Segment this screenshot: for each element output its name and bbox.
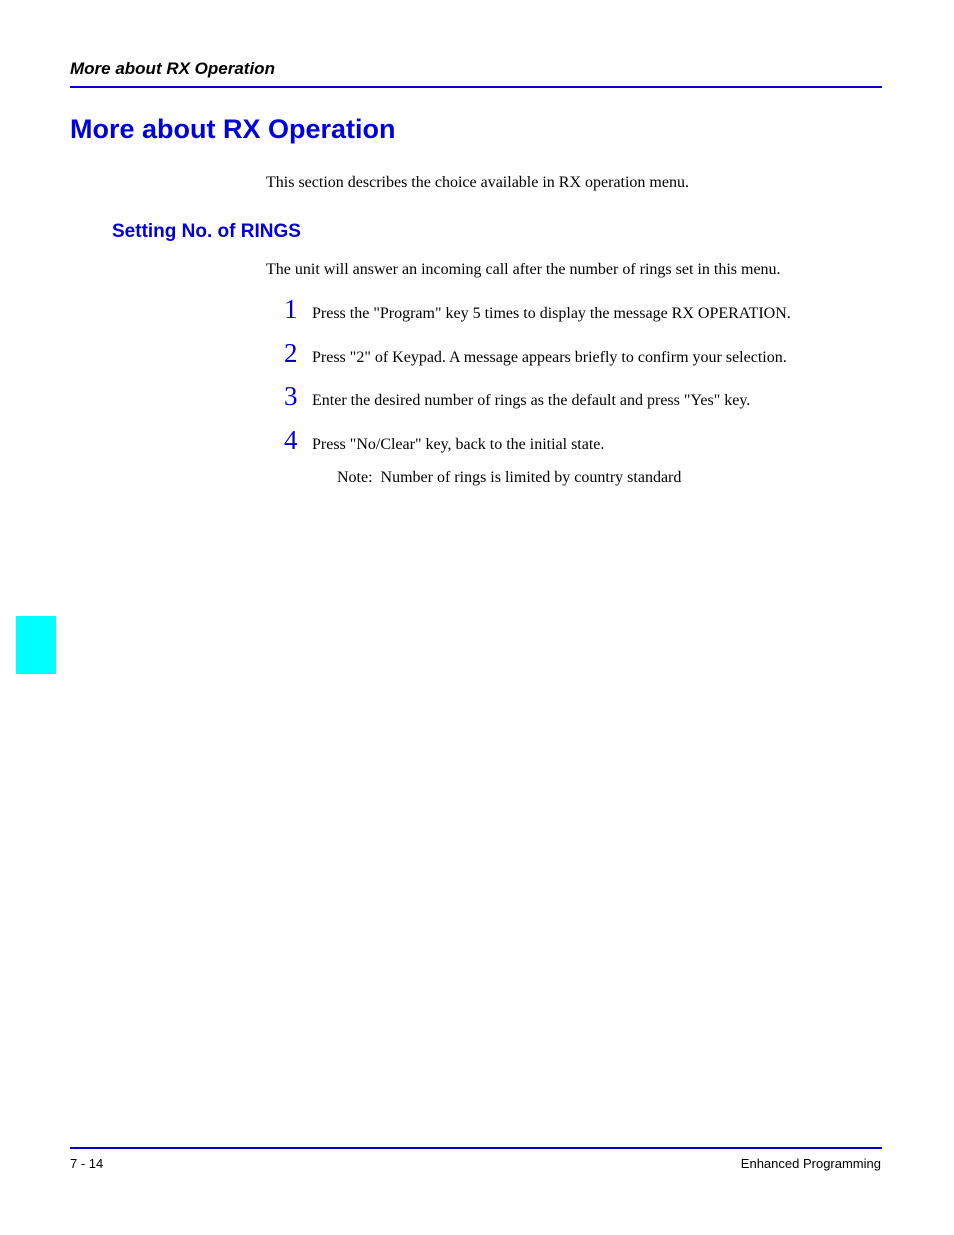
chapter-thumb-tab bbox=[16, 616, 56, 674]
step-item bbox=[284, 427, 791, 471]
header-rule bbox=[70, 86, 882, 88]
steps-list bbox=[284, 296, 791, 471]
page-title: More about RX Operation bbox=[70, 114, 396, 144]
step-item bbox=[284, 296, 791, 340]
page-number: 7 - 14 bbox=[70, 1156, 104, 1171]
step-text: Enter the desired number of rings as the default and press "Yes" key. bbox=[312, 392, 751, 410]
chapter-name: Enhanced Programming bbox=[740, 1156, 881, 1171]
step-text: Press "2" of Keypad. A message appears briefly to confirm your selection. bbox=[312, 348, 787, 366]
step-item bbox=[284, 383, 791, 427]
section-title: Setting No. of RINGS bbox=[112, 221, 301, 242]
section-paragraph: The unit will answer an incoming call after the number of rings set in this menu. bbox=[266, 261, 781, 278]
step-number: 4 bbox=[284, 425, 298, 456]
step-number: 2 bbox=[284, 337, 298, 368]
intro-paragraph: This section describes the choice available in RX operation menu. bbox=[266, 174, 689, 191]
step-number: 3 bbox=[284, 381, 298, 412]
note-text: Note: Number of rings is limited by country standard bbox=[337, 469, 682, 486]
step-text: Press the "Program" key 5 times to display the message RX OPERATION. bbox=[312, 305, 791, 322]
running-header: More about RX Operation bbox=[70, 59, 275, 78]
step-text: Press "No/Clear" key, back to the initial state. bbox=[312, 436, 605, 454]
footer-rule bbox=[70, 1147, 882, 1149]
step-number: 1 bbox=[284, 294, 298, 324]
step-item bbox=[284, 337, 791, 384]
